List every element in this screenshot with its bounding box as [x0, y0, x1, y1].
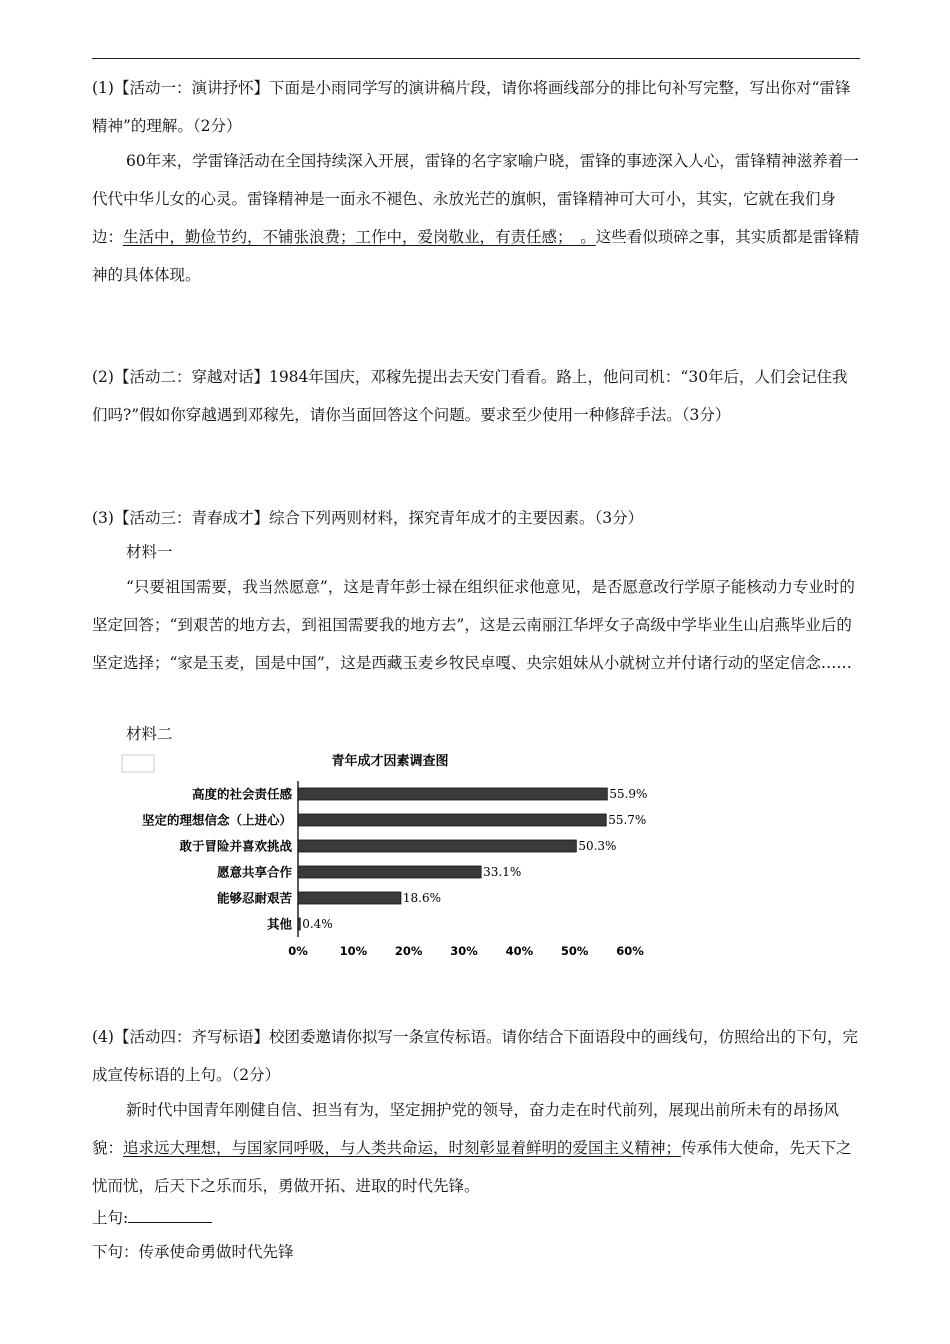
- x-tick-label: 10%: [339, 944, 368, 955]
- q1-passage-before: 60年来，学雷锋活动在全国持续深入开展，雷锋的名字家喻户晓，雷锋的事迹深入人心，雷锋精神滋养着一代代中华儿女的心灵。雷锋精神是一面永不褪色、永放光芒的旗帜，雷锋精神可大可小，其实，它就在我们身边：: [92, 152, 859, 246]
- q1-passage-after: 这些看似琐碎之事，其实质都是雷锋精神的具体体现。: [92, 228, 860, 284]
- bar: [298, 866, 481, 878]
- value-label: 0.4%: [302, 917, 333, 931]
- q1-passage-underlined: 生活中，勤俭节约，不铺张浪费；工作中，爱岗敬业，有责任感； 。: [123, 228, 596, 246]
- q3-prompt: (3)【活动三：青春成才】综合下列两则材料，探究青年成才的主要因素。（3分）: [92, 509, 644, 527]
- top-rule: [92, 58, 860, 59]
- bar: [298, 840, 576, 852]
- value-label: 55.9%: [609, 787, 648, 801]
- category-label: 愿意共享合作: [216, 864, 292, 880]
- chart-body: [142, 781, 647, 955]
- value-label: 18.6%: [402, 891, 442, 905]
- material2-label: 材料二: [126, 725, 173, 743]
- bar: [298, 814, 606, 826]
- upper-label: 上句:: [92, 1209, 129, 1227]
- x-tick-label: 60%: [616, 944, 644, 955]
- bar: [298, 918, 300, 930]
- material1-text: “只要祖国需要，我当然愿意”，这是青年彭士禄在组织征求他意见，是否愿意改行学原子能核动力专业时的坚定回答；“到艰苦的地方去，到祖国需要我的地方去”，这是云南丽江华坪女子高级中学毕业生山启燕毕业后的坚定选择；“家是玉麦，国是中国”，这是西藏玉麦乡牧民卓嘎、央宗姐妹从小就树立并付诸行动的坚定信念……: [92, 578, 855, 672]
- lower-line: 下句：传承使命勇做时代先锋: [92, 1243, 294, 1261]
- bar: [298, 788, 607, 800]
- survey-bar-chart: [100, 745, 660, 955]
- q4-passage: [92, 1091, 860, 1205]
- category-label: 坚定的理想信念（上进心）: [141, 812, 292, 828]
- x-tick-label: 40%: [505, 944, 534, 955]
- category-label: 高度的社会责任感: [191, 786, 292, 802]
- bar: [298, 892, 401, 904]
- q4-prompt: (4)【活动四：齐写标语】校团委邀请你拟写一条宣传标语。请你结合下面语段中的画线句，仿照给出的下句，完成宣传标语的上句。（2分）: [92, 1028, 858, 1084]
- q1-passage: [92, 142, 860, 294]
- q4-passage-after: 传承伟大使命，先天下之忧而忧，后天下之乐而乐，勇做开拓、进取的时代先锋。: [92, 1139, 852, 1195]
- value-label: 33.1%: [483, 865, 522, 879]
- category-label: 其他: [266, 916, 292, 932]
- chart-corner-mark: [122, 755, 154, 772]
- upper-answer-blank[interactable]: [128, 1208, 212, 1223]
- material1-label: 材料一: [126, 543, 173, 561]
- chart-title: 青年成才因素调查图: [331, 754, 449, 769]
- q4-passage-before: 新时代中国青年刚健自信、担当有为，坚定拥护党的领导，奋力走在时代前列，展现出前所未有的昂扬风貌：: [92, 1101, 840, 1157]
- q4-passage-underlined: 追求远大理想，与国家同呼吸，与人类共命运，时刻彰显着鲜明的爱国主义精神；: [123, 1139, 682, 1157]
- x-tick-label: 30%: [450, 944, 478, 955]
- upper-line: [92, 1207, 212, 1229]
- value-label: 50.3%: [578, 839, 617, 853]
- category-label: 能够忍耐艰苦: [216, 890, 292, 906]
- q2-prompt: (2)【活动二：穿越对话】1984年国庆，邓稼先提出去天安门看看。路上，他问司机：“30年后，人们会记住我们吗?”假如你穿越遇到邓稼先，请你当面回答这个问题。要求至少使用一种修辞手法。（3分）: [92, 368, 848, 424]
- x-tick-label: 0%: [288, 944, 308, 955]
- category-label: 敢于冒险并喜欢挑战: [179, 838, 292, 854]
- x-tick-label: 20%: [394, 944, 423, 955]
- value-label: 55.7%: [608, 813, 647, 827]
- x-tick-label: 50%: [560, 944, 589, 955]
- q1-prompt: (1)【活动一：演讲抒怀】下面是小雨同学写的演讲稿片段，请你将画线部分的排比句补写完整，写出你对“雷锋精神”的理解。（2分）: [92, 79, 851, 135]
